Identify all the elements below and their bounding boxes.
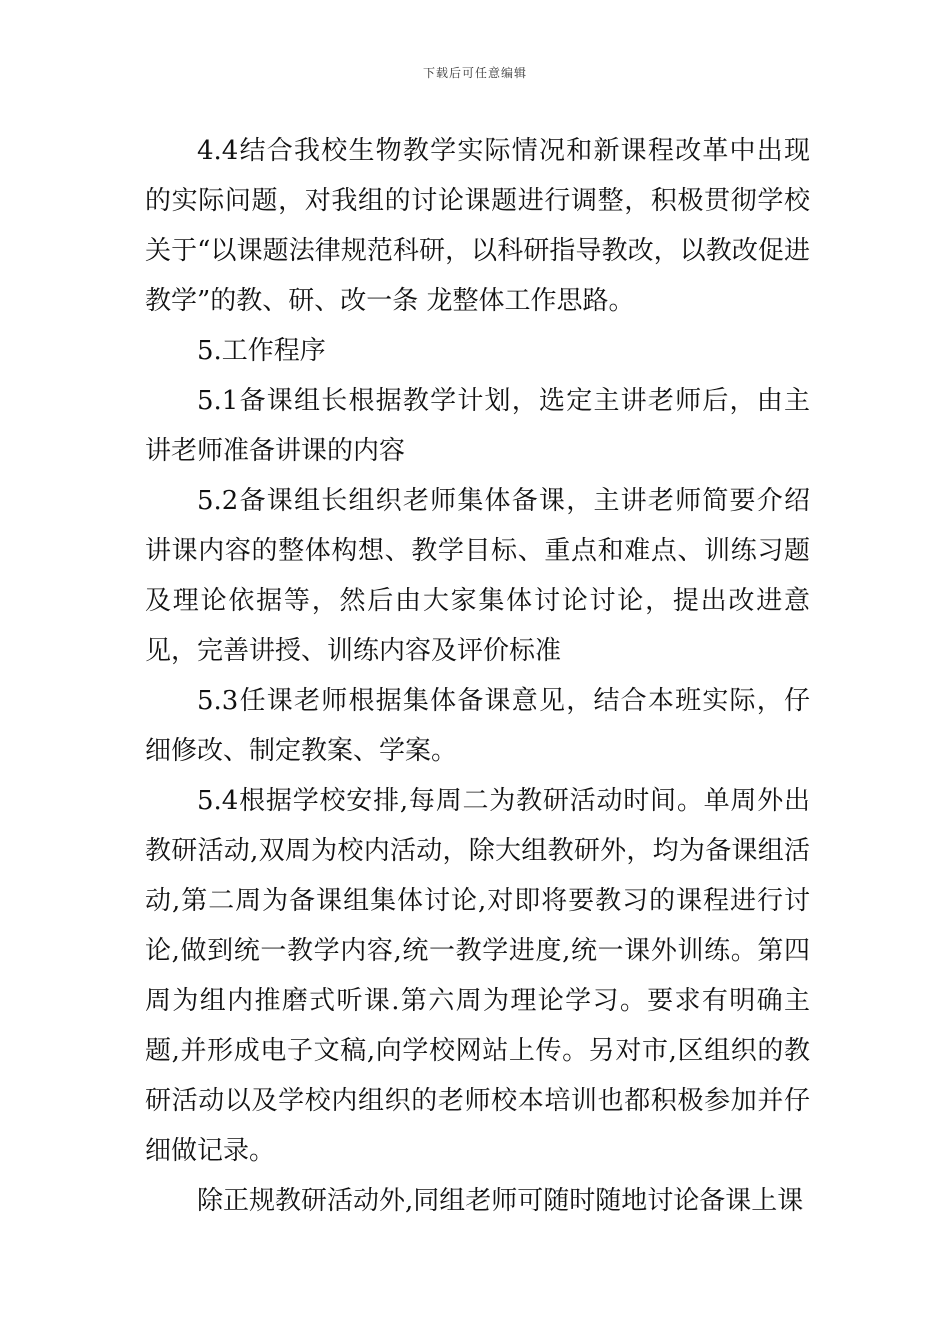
section-heading-work-procedure: 5.工作程序 <box>197 336 326 366</box>
paragraph-4-4: 4.4结合我校生物教学实际情况和新课程改革中出现的实际问题，对我组的讨论课题进行调整，积极贯彻学校关于“以课题法律规范科研，以科研指导教改，以教改促进教学”的教、研、改一条 龙整体工作思路。 <box>145 136 810 316</box>
page-header: 下载后可任意编辑 <box>422 66 527 80</box>
paragraph-5-4: 5.4根据学校安排,每周二为教研活动时间。单周外出教研活动,双周为校内活动，除大组教研外，均为备课组活动,第二周为备课组集体讨论,对即将要教习的课程进行讨论,做到统一教学内容,统一教学进度,统一课外训练。第四周为组内推磨式听课.第六周为理论学习。要求有明确主题,并形成电子文稿,向学校网站上传。另对市,区组织的教研活动以及学校内组织的老师校本培训也都积极参加并仔细做记录。 <box>145 786 810 1166</box>
paragraph-5-1: 5.1备课组长根据教学计划，选定主讲老师后，由主讲老师准备讲课的内容 <box>145 386 810 466</box>
paragraph-5-2: 5.2备课组长组织老师集体备课，主讲老师简要介绍讲课内容的整体构想、教学目标、重点和难点、训练习题及理论依据等，然后由大家集体讨论讨论，提出改进意见，完善讲授、训练内容及评价标准 <box>145 486 810 666</box>
paragraph-5-3: 5.3任课老师根据集体备课意见，结合本班实际，仔细修改、制定教案、学案。 <box>145 686 810 766</box>
paragraph-extra-activities: 除正规教研活动外,同组老师可随时随地讨论备课上课 <box>197 1186 804 1216</box>
document-body <box>145 126 810 1226</box>
